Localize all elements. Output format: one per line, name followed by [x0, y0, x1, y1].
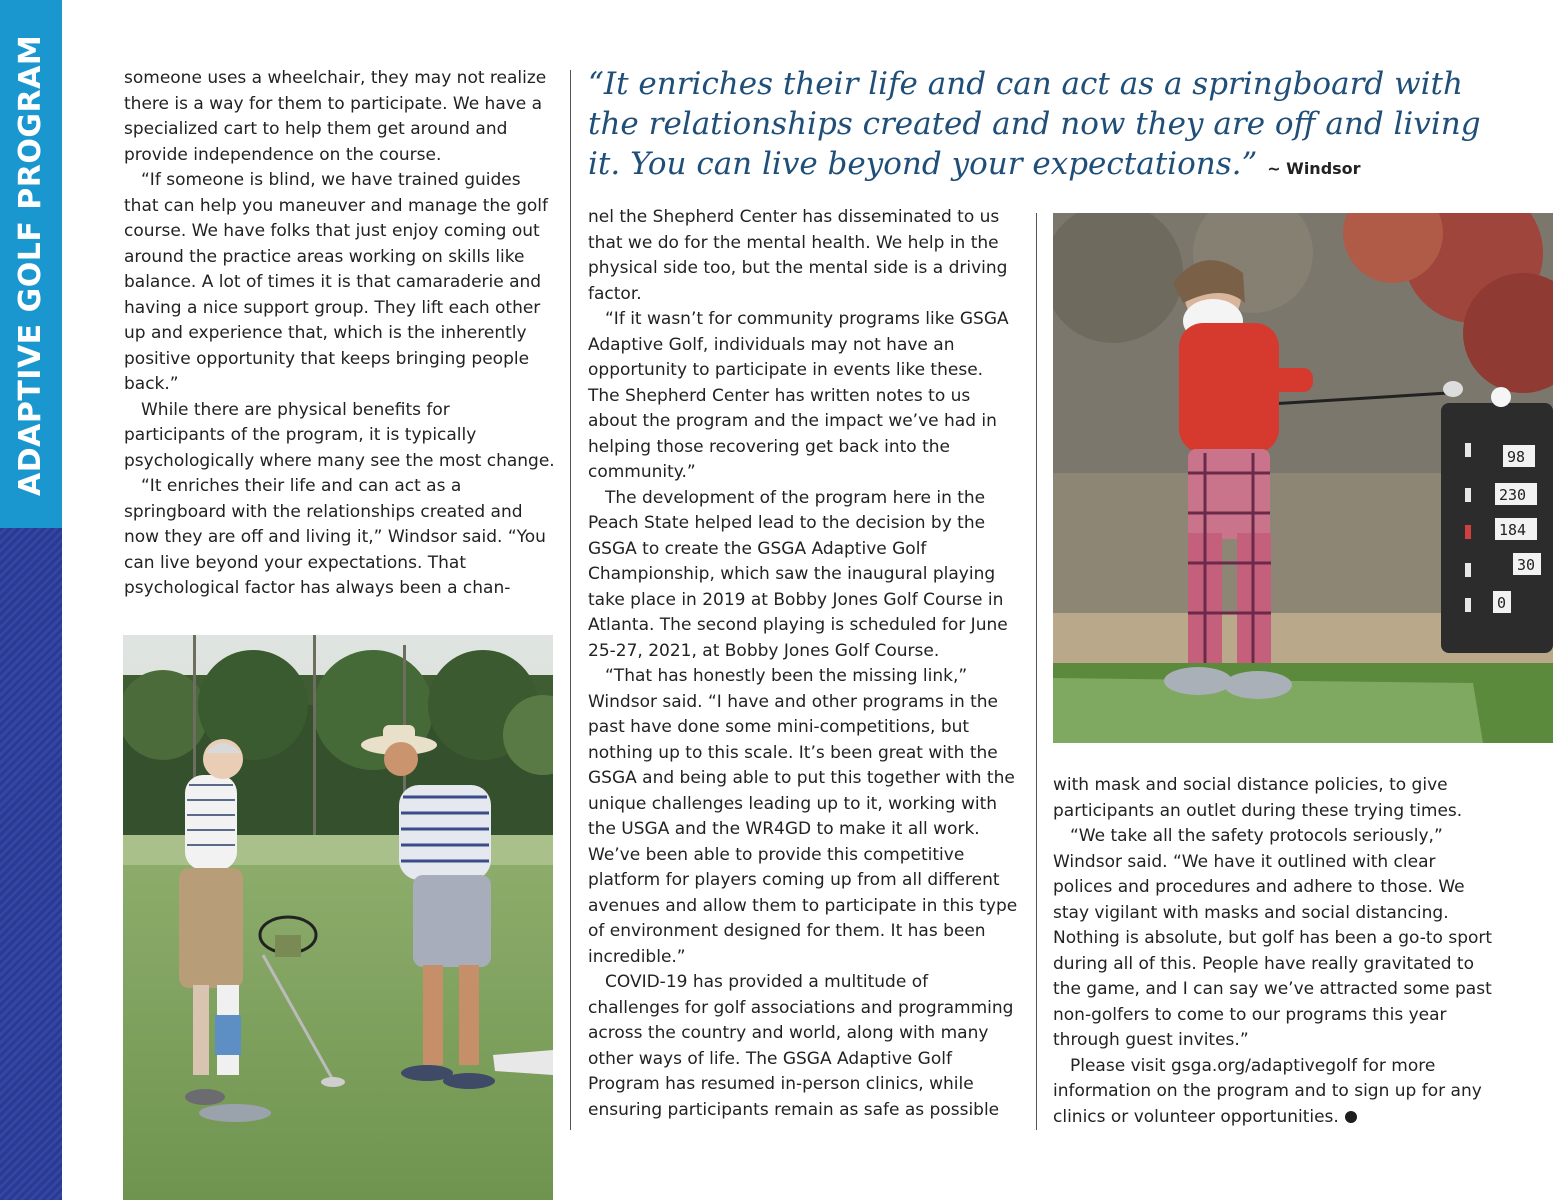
tee-sign-value: 0	[1497, 594, 1507, 612]
tee-sign-value: 230	[1499, 486, 1527, 504]
photo-golf-instruction	[123, 635, 553, 1200]
article-column-3	[1053, 773, 1493, 1130]
paragraph: with mask and social distance policies, to give participants an outlet during these trying times.	[1053, 775, 1463, 821]
sidebar-band-striped	[0, 528, 62, 1200]
paragraph: “If it wasn’t for community programs like GSGA Adaptive Golf, individuals may not have an opportunity to participate in events like these. The Shepherd Center has written notes to us about the program and the impact we’ve had in helping those recovering get back into the community.”	[588, 309, 1009, 482]
pull-quote	[588, 64, 1518, 189]
tee-sign-value: 98	[1507, 448, 1526, 466]
photo-girl-golfer-image	[1053, 213, 1553, 743]
article-column-1	[124, 66, 556, 602]
column-rule	[1036, 213, 1037, 1130]
paragraph: The development of the program here in the Peach State helped lead to the decision by the GSGA to create the GSGA Adaptive Golf Championship, which saw the inaugural playing take place in 2019 at Bobby Jones Golf Course in Atlanta. The second playing is scheduled for June 25-27, 2021, at Bobby Jones Golf Course.	[588, 487, 1008, 661]
tee-sign-value: 184	[1499, 521, 1527, 539]
paragraph: “We take all the safety protocols seriously,” Windsor said. “We have it outlined with clear polices and procedures and adhere to those. We stay vigilant with masks and social distancing. Nothing is absolute, but golf has been a go-to sport during all of this. People have really gravitated to the game, and I can say we’ve attracted some past non-golfers to come to our programs this year through guest invites.”	[1053, 826, 1493, 1050]
paragraph: While there are physical benefits for participants of the program, it is typically psychologically where many see the most change.	[124, 399, 555, 471]
pull-quote-attribution: ~ Windsor	[1267, 159, 1361, 178]
paragraph: nel the Shepherd Center has disseminated to us that we do for the mental health. We help in the physical side too, but the mental side is a driving factor.	[588, 207, 1008, 304]
article-column-2	[588, 205, 1020, 1123]
photo-golf-instruction-image	[123, 635, 553, 1200]
column-rule	[570, 70, 571, 1130]
paragraph	[1053, 1054, 1493, 1131]
pull-quote-text: “It enriches their life and can act as a springboard with the relationships created and now they are off and living it. You can live beyond your expectations.”	[588, 66, 1481, 182]
paragraph: “If someone is blind, we have trained guides that can help you maneuver and manage the golf course. We have folks that just enjoy coming out around the practice areas working on skills like balance. A lot of times it is that camaraderie and having a nice support group. They lift each other up and experience that, which is the inherently positive opportunity that keeps bringing people back.”	[124, 170, 548, 394]
end-of-article-icon: +	[1345, 1111, 1357, 1123]
paragraph: COVID-19 has provided a multitude of challenges for golf associations and programming across the country and world, along with many other ways of life. The GSGA Adaptive Golf Program has resumed in-person clinics, while ensuring participants remain as safe as possible	[588, 972, 1014, 1120]
paragraph: “That has honestly been the missing link,” Windsor said. “I have and other programs in the past have done some mini-competitions, but nothing up to this scale. It’s been great with the GSGA and being able to put this together with the unique challenges leading up to it, working with the USGA and the WR4GD to make it all work. We’ve been able to provide this competitive platform for players coming up from all different avenues and allow them to participate in this type of environment designed for them. It has been incredible.”	[588, 666, 1018, 967]
paragraph: “It enriches their life and can act as a springboard with the relationships created and now they are off and living it,” Windsor said. “You can live beyond your expectations. That psychological factor has always been a chan-	[124, 476, 546, 598]
tee-sign-value: 30	[1517, 556, 1536, 574]
photo-girl-golfer	[1053, 213, 1553, 743]
section-title: ADAPTIVE GOLF PROGRAM	[13, 34, 48, 496]
paragraph-text: Please visit gsga.org/adaptivegolf for more information on the program and to sign up for any clinics or volunteer opportunities.	[1053, 1055, 1482, 1127]
paragraph: someone uses a wheelchair, they may not realize there is a way for them to participate. We have a specialized cart to help them get around and provide independence on the course.	[124, 68, 547, 165]
